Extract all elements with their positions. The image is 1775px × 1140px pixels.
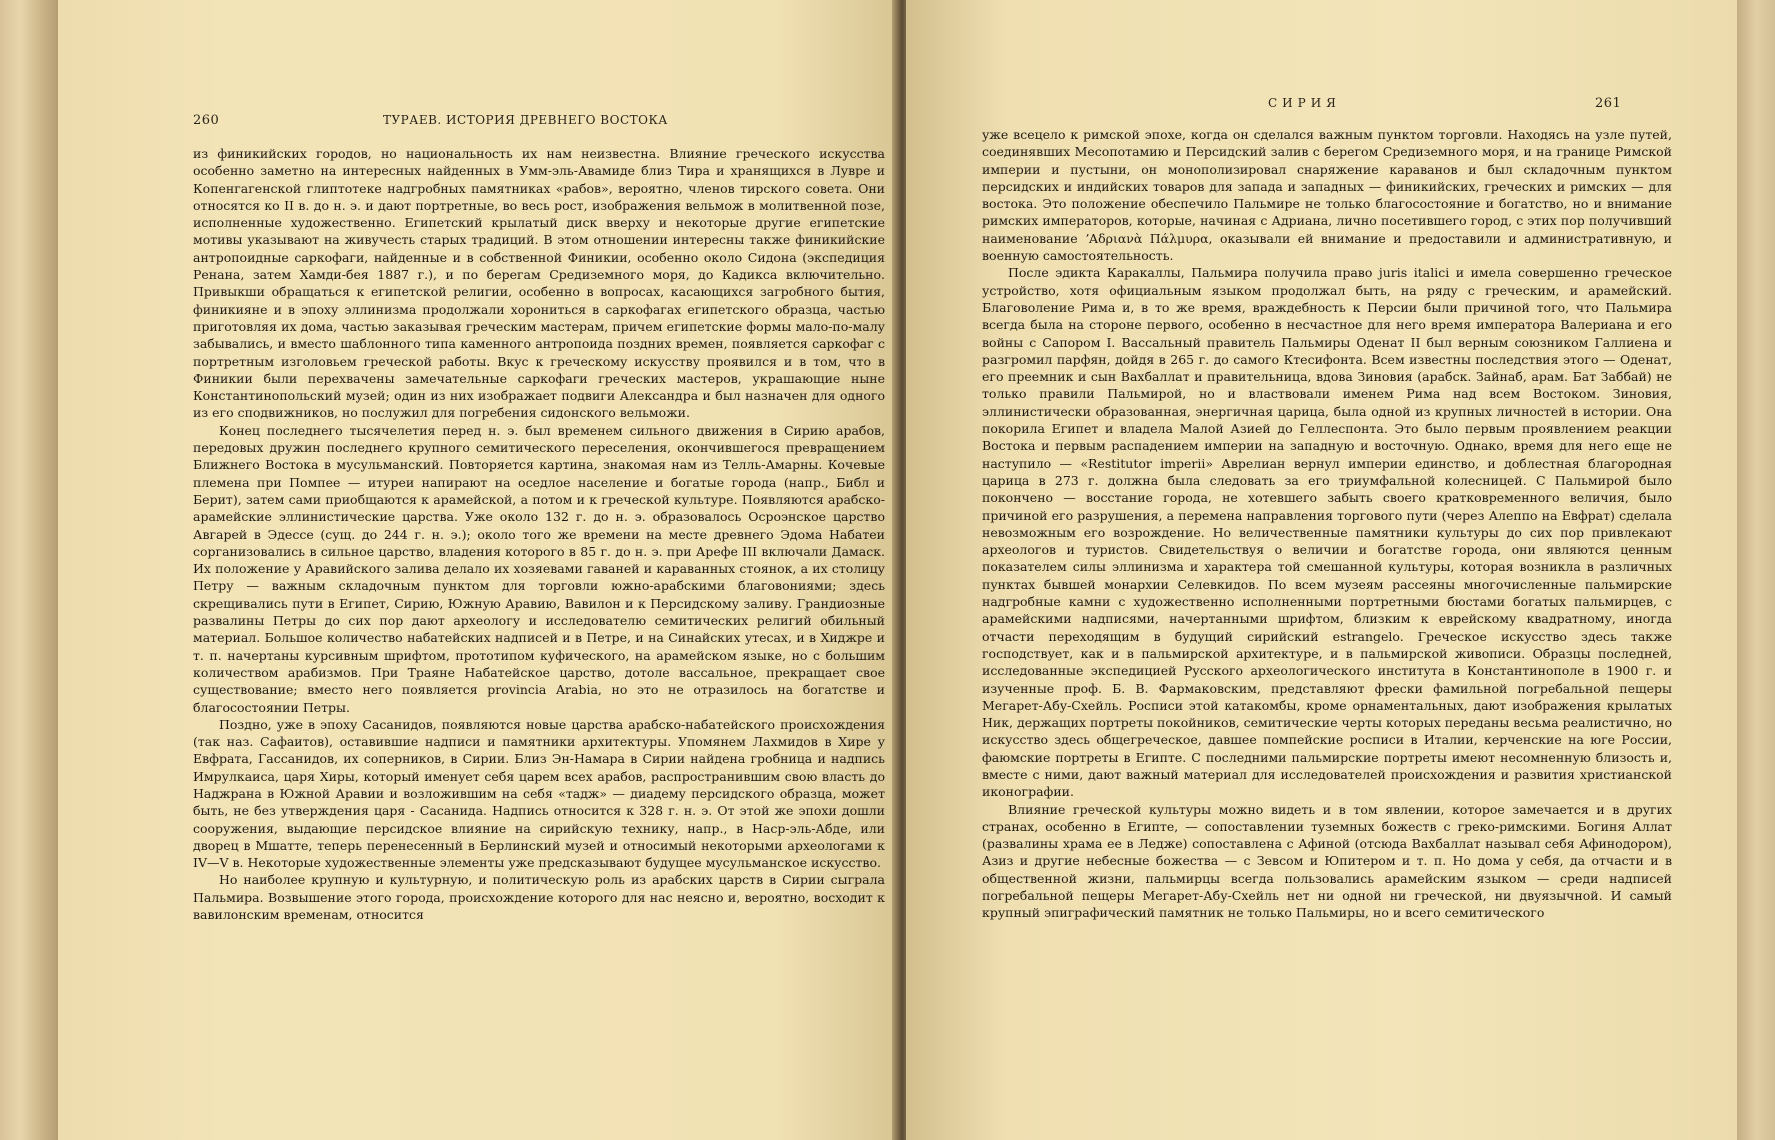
paragraph: Но наиболее крупную и культурную, и политическую роль из арабских царств в Сирии сыграла Пальмира. Возвышение этого города, происхождение которого для нас неясно и, вероятно, восходит к вавилонским временам, относится bbox=[193, 872, 885, 923]
page-number-right: 261 bbox=[1595, 96, 1622, 111]
left-page bbox=[58, 0, 898, 1140]
right-page bbox=[906, 0, 1737, 1140]
running-head-right: СИРИЯ bbox=[1268, 96, 1341, 110]
paragraph: Поздно, уже в эпоху Сасанидов, появляются новые царства арабско-набатейского происхождения (так наз. Сафаитов), оставившие надписи и памятники архитектуры. Упомянем Лахмидов в Хире у Евфрата, Гассанидов, их соперников, в Сирии. Близ Эн-Намара в Сирии найдена гробница и надпись Имрулкаиса, царя Хиры, который именует себя царем всех арабов, распространившим свою власть до Наджрана в Южной Аравии и возложившим на себя «тадж» — диадему персидского образца, может быть, не без утверждения царя - Сасанида. Надпись относится к 328 г. н. э. От этой же эпохи дошли сооружения, выдающие персидское влияние на сирийскую технику, напр., в Наср-эль-Абде, или дворец в Мшатте, теперь перенесенный в Берлинский музей и относимый некоторыми археологами к IV—V в. Некоторые художественные элементы уже предсказывают будущее мусульманское искусство. bbox=[193, 716, 885, 871]
left-page-body bbox=[193, 145, 885, 923]
page-edges-left bbox=[0, 0, 58, 1140]
page-number-left: 260 bbox=[193, 113, 220, 128]
paragraph: Влияние греческой культуры можно видеть и в том явлении, которое замечается и в других странах, особенно в Египте, — сопоставлении туземных божеств с греко-римскими. Богиня Аллат (развалины храма ее в Ледже) сопоставлена с Афиной (отсюда Вахбаллат называл себя Афинодором), Азиз и другие небесные божества — с Зевсом и Юпитером и т. п. Но дома у себя, да отчасти и в общественной жизни, пальмирцы всегда пользовались арамейским языком — среди надписей погребальной пещеры Мегарет-Абу-Схейль нет ни одной ни греческой, ни двуязычной. И самый крупный эпиграфический памятник не только Пальмиры, но и всего семитического bbox=[982, 801, 1672, 921]
right-page-body bbox=[982, 126, 1672, 922]
paragraph: Конец последнего тысячелетия перед н. э. был временем сильного движения в Сирию арабов, передовых дружин последнего крупного семитического переселения, окончившегося превращением Ближнего Востока в мусульманский. Повторяется картина, знакомая нам из Телль-Амарны. Кочевые племена при Помпее — итуреи напирают на оседлое население и богатые города (напр., Библ и Берит), затем сами приобщаются к арамейской, а потом и к греческой культуре. Появляются арабско-арамейские эллинистические царства. Уже около 132 г. до н. э. образовалось Осроэнское царство Авгарей в Эдессе (сущ. до 244 г. н. э.); около того же времени на месте древнего Эдома Набатеи сорганизовались в сильное царство, владения которого в 85 г. до н. э. при Арефе III включали Дамаск. Их положение у Аравийского залива делало их хозяевами гаваней и караванных стоянок, а их столицу Петру — важным складочным пунктом для торговли южно-арабскими благовониями; здесь скрещивались пути в Египет, Сирию, Южную Аравию, Вавилон и к Персидскому заливу. Грандиозные развалины Петры до сих пор дают археологу и исследователю семитических религий обильный материал. Большое количество набатейских надписей и в Петре, и на Синайских утесах, и в Хиджре и т. п. начертаны курсивным шрифтом, прототипом куфического, на арамейском языке, но с большим количеством арабизмов. При Траяне Набатейское царство, дотоле вассальное, прекращает свое существование; вместо него появляется provincia Arabia, но это не отразилось на богатстве и благосостоянии Петры. bbox=[193, 422, 885, 715]
running-head-left: ТУРАЕВ. ИСТОРИЯ ДРЕВНЕГО ВОСТОКА bbox=[383, 113, 668, 127]
paragraph: После эдикта Каракаллы, Пальмира получила право juris italici и имела совершенно греческое устройство, хотя официальным языком продолжал быть, на ряду с греческим, и арамейский. Благоволение Рима и, в то же время, враждебность к Персии были причиной того, что Пальмира всегда была на стороне первого, особенно в несчастное для него время императора Валериана и его войны с Сапором I. Вассальный правитель Пальмиры Оденат II был верным союзником Галлиена и разгромил парфян, дойдя в 265 г. до самого Ктесифонта. Всем известны последствия этого — Оденат, его преемник и сын Вахбаллат и правительница, вдова Зиновия (арабск. Зайнаб, арам. Бат Заббай) не только правили Пальмирой, но и властвовали именем Рима над всем Востоком. Зиновия, эллинистически образованная, энергичная царица, была одной из крупных личностей в истории. Она покорила Египет и владела Малой Азией до Геллеспонта. Это было первым проявлением реакции Востока и первым распадением империи на западную и восточную. Однако, время для него еще не наступило — «Restitutor imperii» Аврелиан вернул империи единство, и доблестная благородная царица в 273 г. должна была следовать за его триумфальной колесницей. С Пальмирой было покончено — восстание города, не хотевшего забыть своего кратковременного величия, было причиной его разрушения, а перемена направления торгового пути (через Алеппо на Евфрат) сделала невозможным его возрождение. Но величественные памятники культуры до сих пор привлекают археологов и туристов. Свидетельствуя о величии и богатстве города, они являются ценным показателем силы эллинизма и характера той смешанной культуры, которая возникла в различных пунктах бывшей монархии Селевкидов. По всем музеям рассеяны многочисленные пальмирские надгробные камни с художественно исполненными портретными бюстами богатых пальмирцев, с арамейскими надписями, начертанными шрифтом, близким к еврейскому квадратному, иногда отчасти переходящим в будущий сирийский estrangelo. Греческое искусство здесь также господствует, как и в пальмирской архитектуре, и в пальмирской живописи. Образцы последней, исследованные экспедицией Русского археологического института в Константинополе в 1900 г. и изученные проф. Б. В. Фармаковским, представляют фрески фамильной погребальной пещеры Мегарет-Абу-Схейль. Росписи этой катакомбы, кроме орнаментальных, дают изображения крылатых Ник, держащих портреты покойников, семитические черты которых переданы весьма реалистично, но искусство здесь общегреческое, давшее помпейские росписи в Италии, керченские на юге России, фаюмские портреты в Египте. С последними пальмирские портреты имеют несомненную близость и, вместе с ними, дают важный материал для исследователей происхождения и развития христианской иконографии. bbox=[982, 265, 1672, 800]
paragraph: из финикийских городов, но национальность их нам неизвестна. Влияние греческого искусства особенно заметно на интересных найденных в Умм-эль-Авамиде близ Тира и хранящихся в Лувре и Копенгагенской глиптотеке надгробных памятниках «рабов», вероятно, членов тирского совета. Они относятся ко II в. до н. э. и дают портретные, во весь рост, изображения вельмож в молитвенной позе, исполненные художественно. Египетский крылатый диск вверху и некоторые другие египетские мотивы указывают на живучесть старых традиций. В этом отношении интересны также финикийские антропоидные саркофаги, найденные и в собственной Финикии, особенно около Сидона (экспедиция Ренана, затем Хамди-бея 1887 г.), и по берегам Средиземного моря, до Кадикса включительно. Привыкши обращаться к египетской религии, особенно в вопросах, касающихся загробного бытия, финикияне и в эпоху эллинизма продолжали хорониться в саркофагах египетского образца, частью приготовляя их дома, частью заказывая греческим мастерам, причем египетские формы мало-по-малу забывались, и вместо шаблонного типа каменного антропоида поздних времен, появляется саркофаг с портретным изголовьем греческой работы. Вкус к греческому искусству проявился и в том, что в Финикии были перехвачены замечательные саркофаги греческих мастеров, украшающие ныне Константинопольский музей; один из них изображает подвиги Александра и был назначен для одного из его сподвижников, но послужил для погребения сидонского вельможи. bbox=[193, 146, 885, 421]
page-edges-right bbox=[1737, 0, 1775, 1140]
paragraph: уже всецело к римской эпохе, когда он сделался важным пунктом торговли. Находясь на узле путей, соединявших Месопотамию и Персидский залив с берегом Средиземного моря, и на границе Римской империи и пустыни, он монополизировал снаряжение караванов и был складочным пунктом персидских и индийских товаров для запада и западных — финикийских, греческих и римских — для востока. Это положение обеспечило Пальмире не только благосостояние и богатство, но и внимание римских императоров, которые, начиная с Адриана, лично посетившего город, с этих пор получивший наименование ʼΑδριανὰ Πάλμυρα, оказывали ей внимание и предоставили и административную, и военную самостоятельность. bbox=[982, 127, 1672, 264]
